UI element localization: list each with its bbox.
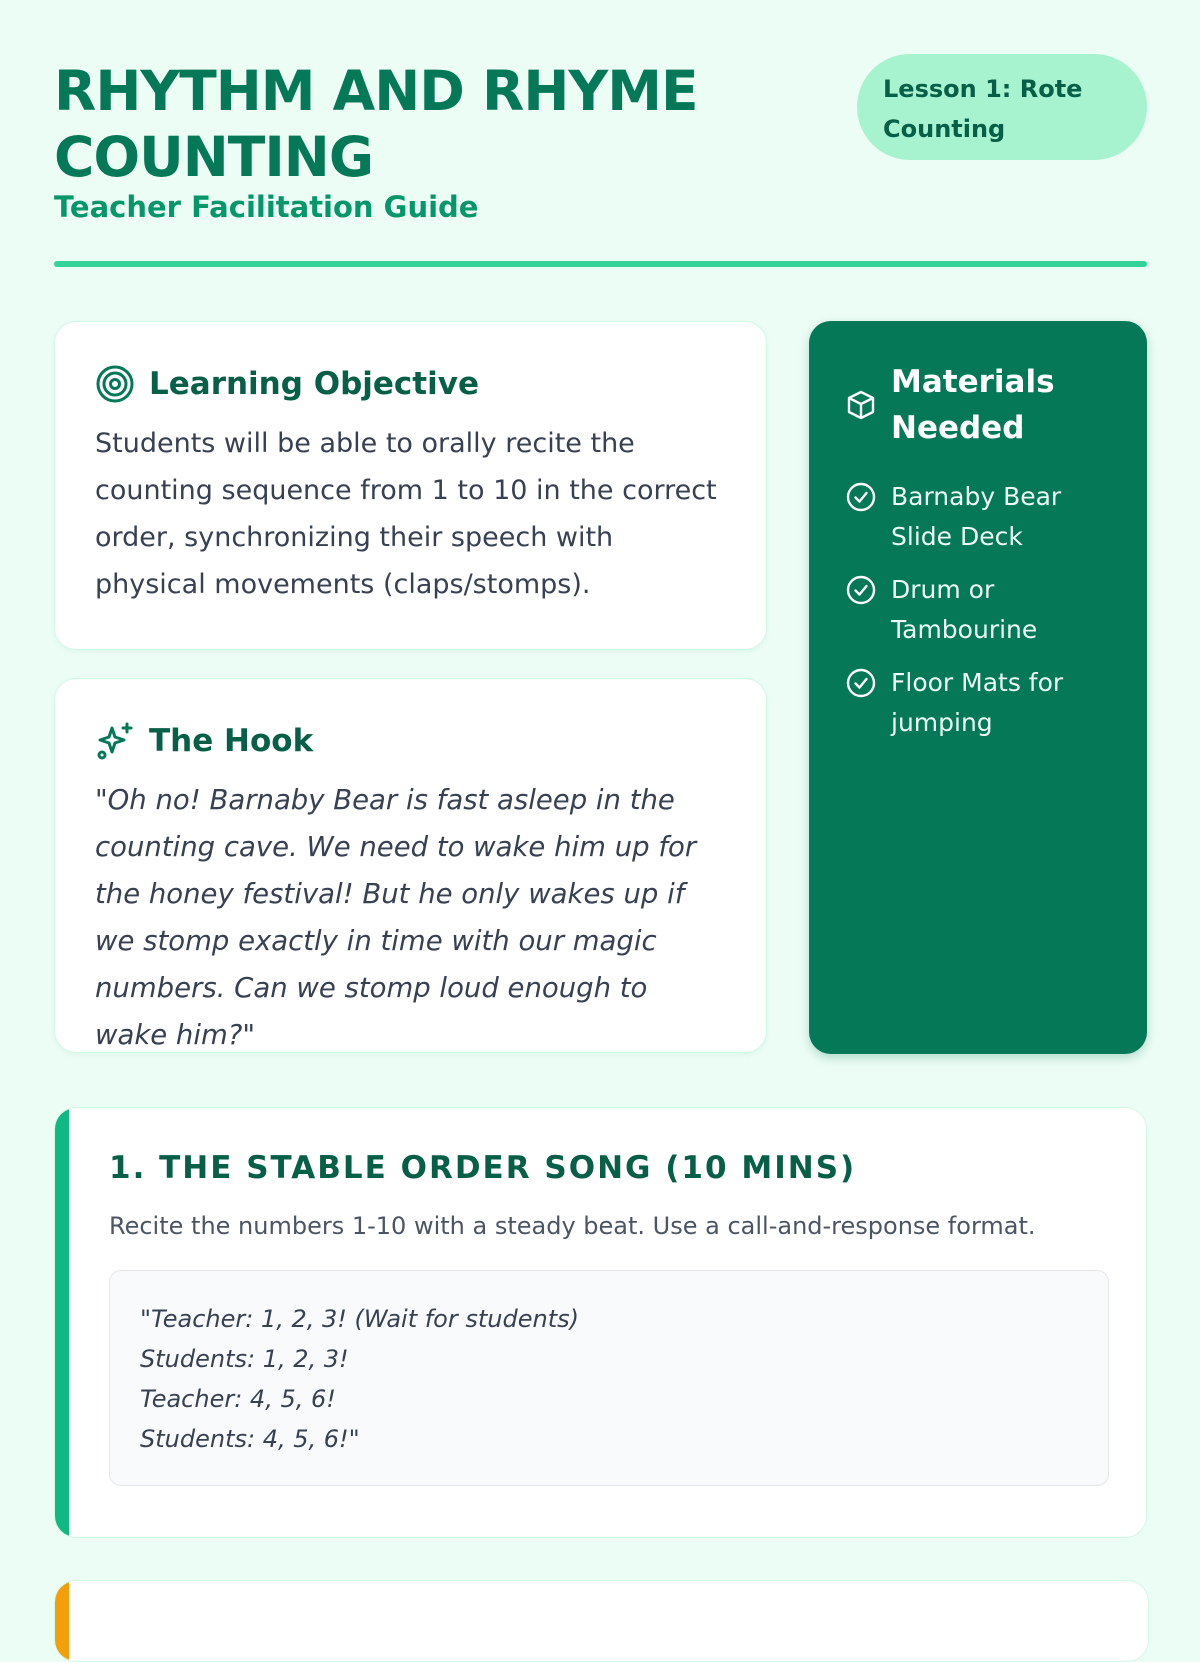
step-card-stable-order-song bbox=[54, 1107, 1147, 1538]
sparkles-icon bbox=[95, 721, 135, 761]
next-step-card bbox=[54, 1580, 1149, 1662]
list-item bbox=[845, 477, 1111, 557]
learning-objective-card bbox=[54, 321, 767, 650]
step-accent-bar bbox=[55, 1581, 69, 1661]
list-item bbox=[845, 570, 1111, 650]
page-title: RHYTHM AND RHYME COUNTING bbox=[54, 59, 698, 189]
box-icon bbox=[845, 389, 877, 421]
check-circle-icon bbox=[845, 574, 877, 606]
learning-objective-title: Learning Objective bbox=[149, 366, 479, 402]
script-box bbox=[109, 1270, 1109, 1486]
learning-objective-text: Students will be able to orally recite the counting sequence from 1 to 10 in the correct order, synchronizing their speech with physical movements (claps/stomps). bbox=[95, 428, 717, 600]
lesson-badge: Lesson 1: Rote Counting bbox=[857, 54, 1147, 160]
hook-text: "Oh no! Barnaby Bear is fast asleep in the counting cave. We need to wake him up for the honey festival! But he only wakes up if we stomp exactly in time with our magic numbers. Can we stomp loud enough to wake him?" bbox=[95, 784, 697, 1051]
page-subtitle: Teacher Facilitation Guide bbox=[54, 190, 479, 224]
material-label: Barnaby Bear Slide Deck bbox=[891, 482, 1062, 551]
check-circle-icon bbox=[845, 481, 877, 513]
step-content bbox=[109, 1150, 1109, 1486]
script-line: Teacher: 4, 5, 6! bbox=[140, 1385, 336, 1413]
check-circle-icon bbox=[845, 667, 877, 699]
script-line: Students: 4, 5, 6!" bbox=[140, 1425, 360, 1453]
material-label: Floor Mats for jumping bbox=[891, 668, 1064, 737]
materials-list bbox=[845, 477, 1111, 743]
script-line: "Teacher: 1, 2, 3! (Wait for students) bbox=[140, 1305, 579, 1333]
hook-card bbox=[54, 678, 767, 1053]
hook-heading bbox=[95, 719, 726, 763]
header bbox=[54, 0, 1147, 267]
script-line: Students: 1, 2, 3! bbox=[140, 1345, 349, 1373]
learning-objective-heading bbox=[95, 362, 726, 406]
materials-panel bbox=[809, 321, 1147, 1054]
lesson-guide-page bbox=[54, 0, 1147, 1453]
materials-title: Materials Needed bbox=[891, 364, 1055, 446]
materials-heading bbox=[845, 359, 1111, 451]
step-accent-bar bbox=[55, 1108, 69, 1537]
target-icon bbox=[95, 364, 135, 404]
step-title: 1. THE STABLE ORDER SONG (10 MINS) bbox=[109, 1150, 857, 1186]
hook-title: The Hook bbox=[149, 723, 314, 759]
list-item bbox=[845, 663, 1111, 743]
step-description: Recite the numbers 1-10 with a steady beat. Use a call-and-response format. bbox=[109, 1212, 1036, 1240]
header-divider bbox=[54, 261, 1147, 267]
material-label: Drum or Tambourine bbox=[891, 575, 1038, 644]
